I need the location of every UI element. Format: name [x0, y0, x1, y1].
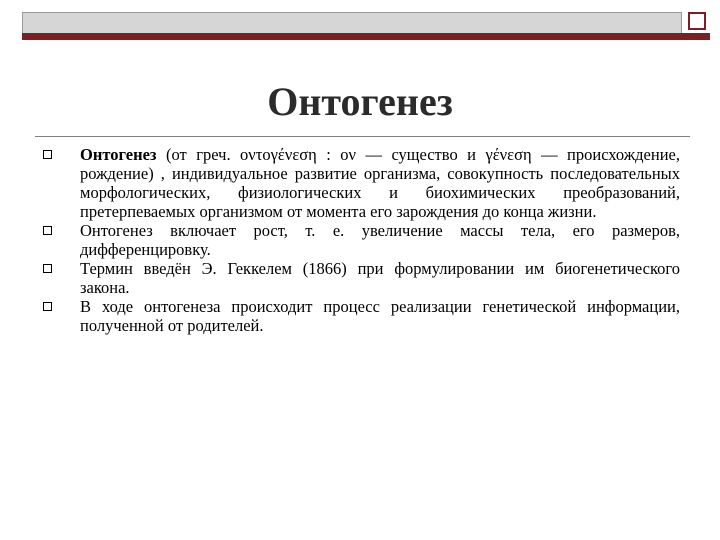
hollow-square-bullet-icon — [43, 150, 52, 159]
header-accent-band — [22, 33, 710, 40]
item-text: Онтогенез включает рост, т. е. увеличение массы тела, его размеров, дифференцировку. — [80, 221, 680, 259]
item-lead: Онтогенез — [80, 145, 157, 164]
bullet-list — [40, 145, 680, 335]
slide-title-text: Онтогенез — [267, 79, 453, 124]
list-item — [40, 259, 680, 297]
item-text: Термин введён Э. Геккелем (1866) при формулировании им биогенетического закона. — [80, 259, 680, 297]
square-outline-icon — [688, 12, 706, 30]
header-bar — [22, 12, 682, 34]
list-item — [40, 221, 680, 259]
title-divider — [35, 136, 690, 137]
item-text: (от греч. οντογένεση : ον — существо и γένεση — происхождение, рождение) , индивидуальное развитие организма, совокупность последовательных морфологических, физиологических и биохимических преобразований, претерпеваемых организмом от момента его зарождения до конца жизни. — [80, 145, 680, 221]
item-text: В ходе онтогенеза происходит процесс реализации генетической информации, полученной от родителей. — [80, 297, 680, 335]
list-item — [40, 145, 680, 221]
slide-title — [0, 78, 720, 126]
hollow-square-bullet-icon — [43, 264, 52, 273]
hollow-square-bullet-icon — [43, 226, 52, 235]
list-item — [40, 297, 680, 335]
hollow-square-bullet-icon — [43, 302, 52, 311]
